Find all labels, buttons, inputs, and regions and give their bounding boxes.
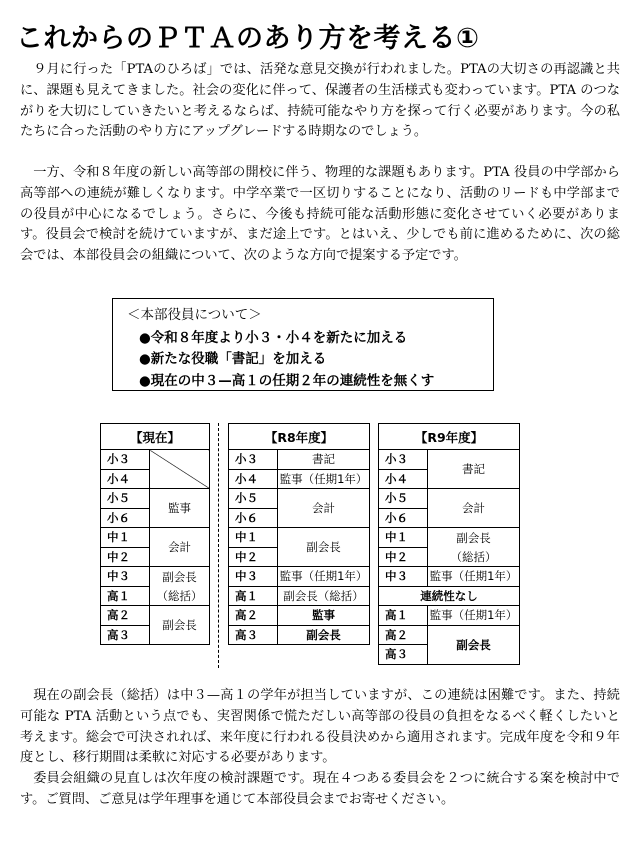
officer-summary-box	[112, 298, 494, 391]
grade-cell: 中３	[229, 567, 278, 587]
role-cell: 連続性なし	[379, 586, 520, 606]
role-cell: 副会長（総括）	[278, 586, 370, 606]
role-cell: 副会長	[150, 567, 210, 587]
grade-cell: 高２	[101, 606, 150, 626]
grade-cell: 小３	[379, 450, 428, 470]
role-cell: 会計	[428, 489, 520, 528]
table-r8	[228, 423, 370, 645]
role-cell: 会計	[150, 528, 210, 567]
grade-cell: 中３	[379, 567, 428, 587]
grade-cell: 小４	[229, 469, 278, 489]
box-item: ●令和８年度より小３・小４を新たに加える	[139, 330, 408, 346]
box-heading: ＜本部役員について＞	[127, 307, 262, 323]
table-header: 【R8年度】	[229, 424, 370, 450]
grade-cell: 小３	[101, 450, 150, 470]
grade-cell: 小６	[101, 508, 150, 528]
role-cell: （総括）	[428, 547, 520, 567]
role-cell: 副会長	[278, 528, 370, 567]
paragraph-3: 現在の副会長（総括）は中３—高１の学年が担当していますが、この連続は困難です。また、持続可能な PTA 活動という点でも、実習関係で慌ただしい高等部の役員の負担をなるべく軽くしたいと考えます。総会で可決されれば、来年度に行われる役員決めから適用されます。完成年度を令和９年度とし、移行期間は柔軟に対応する必要があります。	[20, 688, 620, 766]
empty-diagonal-cell	[150, 450, 210, 489]
grade-cell: 高２	[379, 625, 428, 645]
table-separator	[218, 423, 219, 668]
grade-cell: 小５	[379, 489, 428, 509]
paragraph-4: 委員会組織の見直しは次年度の検討課題です。現在４つある委員会を２つに統合する案を検討中です。ご質問、ご意見は学年理事を通じて本部役員会までお寄せください。	[20, 771, 620, 807]
role-cell: 副会長	[428, 528, 520, 548]
role-cell: 監事（任期1年）	[428, 567, 520, 587]
role-cell: （総括）	[150, 586, 210, 606]
grade-cell: 小５	[229, 489, 278, 509]
grade-cell: 小４	[101, 469, 150, 489]
grade-cell: 高３	[229, 625, 278, 645]
grade-cell: 中１	[379, 528, 428, 548]
grade-cell: 小６	[229, 508, 278, 528]
paragraph-1: ９月に行った「PTAのひろば」では、活発な意見交換が行われました。PTAの大切さの再認識と共に、課題も見えてきました。社会の変化に伴って、保護者の生活様式も変わっています。PTA のつながりを大切にしていきたいと考えるならば、持続可能なやり方を探って行く必要があります。今の私たちに合った活動のやり方にアップグレードする時期なのでしょう。	[20, 62, 620, 140]
grade-cell: 中２	[229, 547, 278, 567]
grade-cell: 小４	[379, 469, 428, 489]
grade-cell: 小５	[101, 489, 150, 509]
role-cell: 監事（任期1年）	[278, 567, 370, 587]
role-cell: 監事（任期1年）	[278, 469, 370, 489]
table-current	[100, 423, 210, 645]
grade-cell: 小３	[229, 450, 278, 470]
box-item: ●新たな役職「書記」を加える	[139, 351, 327, 367]
paragraph-2: 一方、令和８年度の新しい高等部の開校に伴う、物理的な課題もあります。PTA 役員の中学部から高等部への連続が難しくなります。中学卒業で一区切りすることになり、活動のリードも中学部までの役員が中心になるでしょう。さらに、今後も持続可能な活動形態に変化させていく必要があります。役員会で検討を続けていますが、まだ途上です。とはいえ、少しでも前に進めるために、次の総会では、本部役員会の組織について、次のような方向で提案する予定です。	[20, 165, 620, 264]
role-cell: 書記	[278, 450, 370, 470]
grade-cell: 中２	[101, 547, 150, 567]
role-cell: 監事	[278, 606, 370, 626]
table-r9	[378, 423, 520, 665]
grade-cell: 高１	[229, 586, 278, 606]
grade-cell: 高１	[379, 606, 428, 626]
page-title: これからのＰＴＡのあり方を考える①	[16, 23, 480, 54]
grade-cell: 中２	[379, 547, 428, 567]
role-cell: 副会長	[428, 625, 520, 664]
grade-cell: 高３	[101, 625, 150, 645]
role-cell: 副会長	[150, 606, 210, 645]
role-cell: 会計	[278, 489, 370, 528]
grade-cell: 高３	[379, 645, 428, 665]
table-header: 【現在】	[101, 424, 210, 450]
box-item: ●現在の中３—高１の任期２年の連続性を無くす	[139, 373, 435, 389]
role-cell: 副会長	[278, 625, 370, 645]
grade-cell: 高１	[101, 586, 150, 606]
grade-cell: 中１	[229, 528, 278, 548]
role-cell: 監事（任期1年）	[428, 606, 520, 626]
table-header: 【R9年度】	[379, 424, 520, 450]
role-cell: 書記	[428, 450, 520, 489]
role-cell: 監事	[150, 489, 210, 528]
grade-cell: 中３	[101, 567, 150, 587]
grade-cell: 小６	[379, 508, 428, 528]
grade-cell: 高２	[229, 606, 278, 626]
grade-cell: 中１	[101, 528, 150, 548]
